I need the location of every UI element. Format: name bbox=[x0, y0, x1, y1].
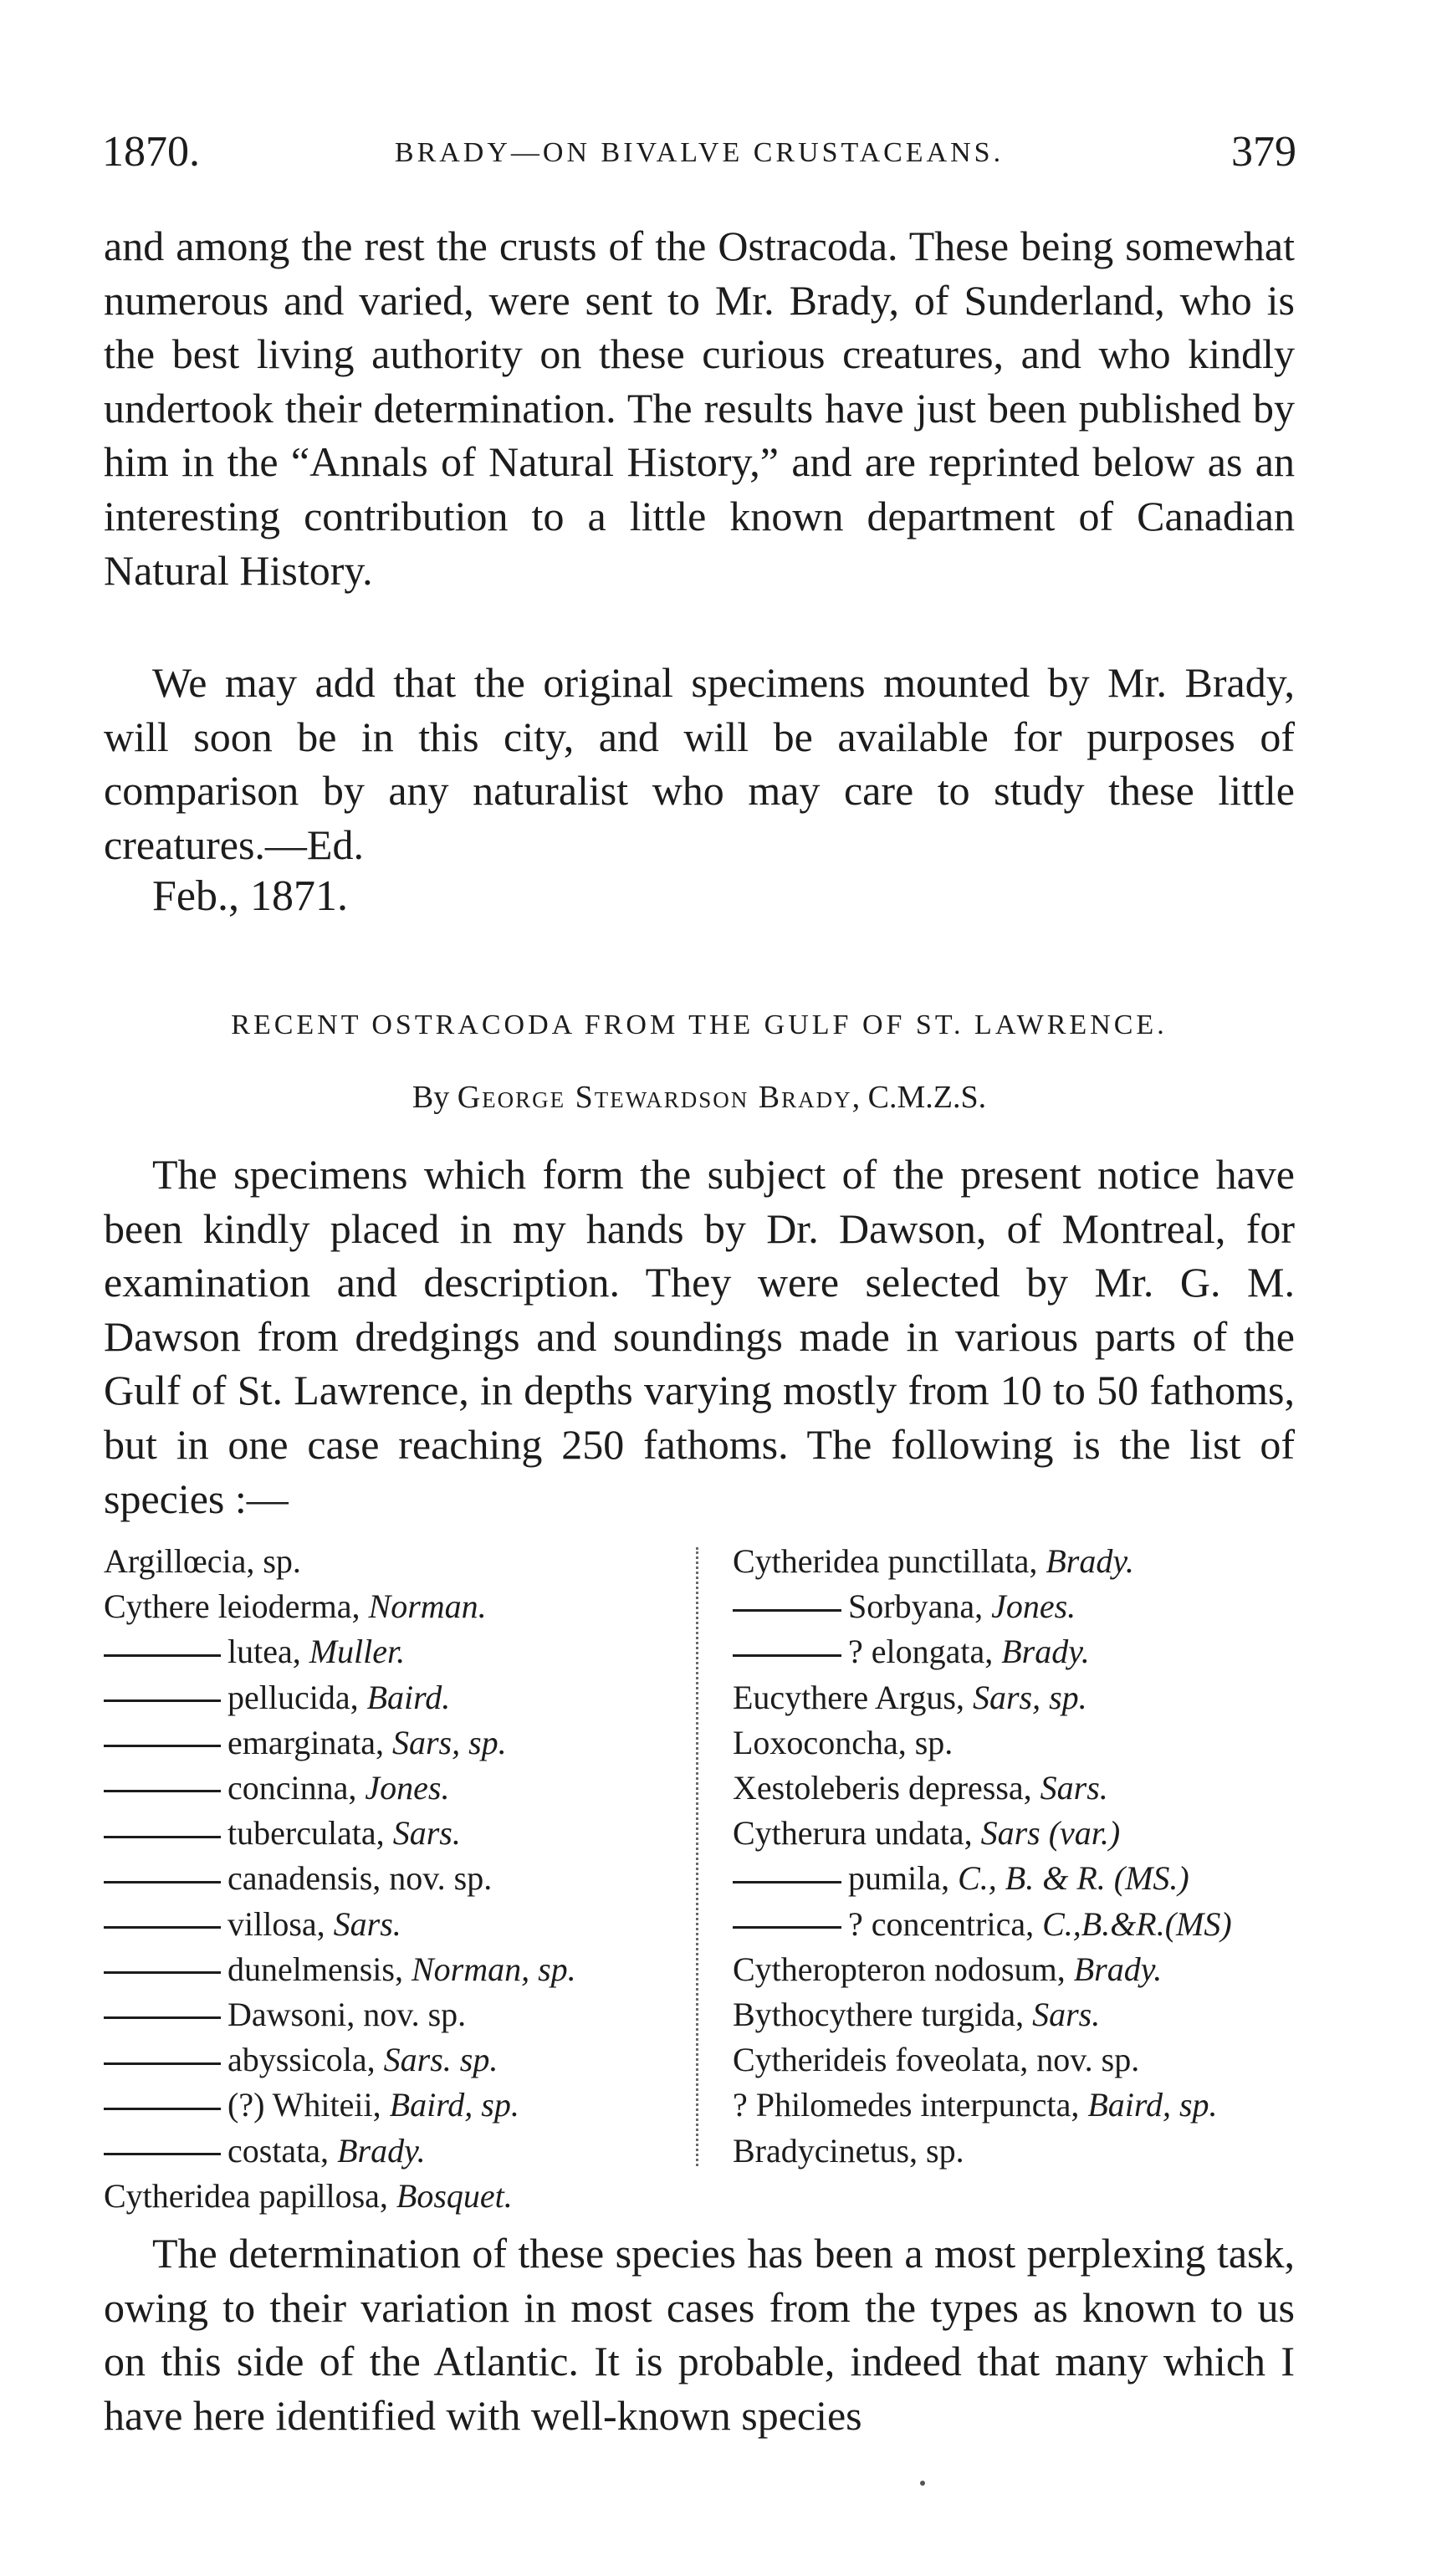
species-authority: Jones. bbox=[365, 1769, 450, 1807]
running-head bbox=[102, 127, 1296, 186]
species-name: Cytheridea punctillata, bbox=[733, 1542, 1046, 1580]
species-authority: Sars, sp. bbox=[391, 1723, 507, 1761]
species-name: ? Philomedes interpuncta, bbox=[733, 2086, 1088, 2124]
species-name: Cytherideis foveolata, nov. sp. bbox=[733, 2041, 1140, 2079]
species-item bbox=[104, 2129, 576, 2174]
species-name: Argillœcia, sp. bbox=[104, 1542, 301, 1580]
ditto-dash bbox=[104, 1881, 221, 1883]
species-name: ? concentrica, bbox=[848, 1904, 1043, 1943]
species-authority: Sars. bbox=[1040, 1769, 1108, 1807]
species-name: Xestoleberis depressa, bbox=[733, 1769, 1040, 1807]
species-authority: Sars. sp. bbox=[383, 2041, 498, 2079]
species-name: Loxoconcha, sp. bbox=[733, 1723, 954, 1761]
page-number: 379 bbox=[1231, 128, 1296, 176]
ditto-dash bbox=[104, 2153, 221, 2155]
species-authority: C., B. & R. (MS.) bbox=[958, 1859, 1189, 1898]
species-name: Cytheropteron nodosum, bbox=[733, 1950, 1074, 1988]
species-item bbox=[104, 1856, 576, 1901]
ditto-dash bbox=[104, 1971, 221, 1974]
species-item bbox=[104, 2037, 576, 2083]
species-item bbox=[104, 1629, 576, 1674]
species-item bbox=[733, 1629, 1232, 1674]
species-list-right bbox=[733, 1539, 1232, 2174]
species-item bbox=[733, 2083, 1232, 2128]
running-head-title: BRADY—ON BIVALVE CRUSTACEANS. bbox=[394, 137, 1005, 168]
species-name: dunelmensis, bbox=[228, 1950, 412, 1988]
species-item bbox=[733, 1947, 1232, 1992]
ditto-dash bbox=[104, 1926, 221, 1929]
article-intro-paragraph: The specimens which form the subject of the present notice have been kindly placed in my hands by Dr. Dawson, of Montreal, for examination and description. They were selected by Mr. G. M. Dawson from dredgings and soundings made in various parts of the Gulf of St. Lawrence, in depths varying mostly from 10 to 50 fathoms, but in one case reaching 250 fathoms. The following is the list of species :— bbox=[104, 1151, 1295, 1522]
species-item bbox=[733, 1902, 1232, 1947]
species-name: Bythocythere turgida, bbox=[733, 1996, 1033, 2034]
species-authority: Baird, sp. bbox=[1087, 2086, 1218, 2124]
ditto-dash bbox=[104, 1654, 221, 1657]
species-list-left bbox=[104, 1539, 576, 2219]
species-authority: Brady. bbox=[1001, 1633, 1090, 1671]
byline-prefix: By bbox=[412, 1080, 450, 1115]
ditto-dash bbox=[104, 1699, 221, 1702]
ditto-dash bbox=[104, 2062, 221, 2065]
species-item bbox=[733, 1856, 1232, 1901]
species-item bbox=[733, 1811, 1232, 1856]
species-name: Bradycinetus, sp. bbox=[733, 2131, 964, 2170]
species-item bbox=[733, 1992, 1232, 2037]
ditto-dash bbox=[104, 1790, 221, 1792]
species-authority: Baird. bbox=[366, 1678, 451, 1716]
species-name: pumila, bbox=[848, 1859, 959, 1898]
species-authority: Norman, sp. bbox=[411, 1950, 576, 1988]
species-authority: Baird, sp. bbox=[389, 2086, 519, 2124]
species-authority: Brady. bbox=[1046, 1542, 1134, 1580]
species-name: Cytherura undata, bbox=[733, 1814, 981, 1853]
intro-paragraph: and among the rest the crusts of the Ostracoda. These being somewhat numerous and varied, were sent to Mr. Brady, of Sunderland, who is the best living authority on these curious creatures, and who kindly undertook their determination. The results have just been published by him in the “Annals of Natural History,” and are reprinted below as an interesting contribution to a little known department of Canadian Natural History. bbox=[104, 222, 1295, 594]
article-title: RECENT OSTRACODA FROM THE GULF OF ST. LAWRENCE. bbox=[231, 1009, 1168, 1040]
species-name: Dawsoni, nov. sp. bbox=[228, 1996, 467, 2034]
species-name: Cythere leioderma, bbox=[104, 1587, 369, 1626]
date-line: Feb., 1871. bbox=[152, 872, 348, 920]
species-item bbox=[104, 2174, 576, 2219]
ditto-dash bbox=[104, 1745, 221, 1747]
ditto-dash bbox=[733, 1926, 841, 1929]
species-name: Cytheridea papillosa, bbox=[104, 2176, 396, 2215]
species-authority: Muller. bbox=[309, 1633, 406, 1671]
species-item bbox=[104, 1539, 576, 1584]
species-name: Sorbyana, bbox=[848, 1587, 992, 1626]
species-item bbox=[733, 1584, 1232, 1629]
column-divider bbox=[696, 1547, 698, 2166]
species-item bbox=[104, 1902, 576, 1947]
species-name: canadensis, nov. sp. bbox=[228, 1859, 493, 1898]
species-item bbox=[733, 1766, 1232, 1811]
species-name: ? elongata, bbox=[848, 1633, 1002, 1671]
species-authority: Sars. bbox=[1032, 1996, 1101, 2034]
species-authority: Brady. bbox=[337, 2131, 426, 2170]
species-item bbox=[733, 2129, 1232, 2174]
species-item bbox=[104, 2083, 576, 2128]
species-item bbox=[104, 1811, 576, 1856]
species-name: abyssicola, bbox=[228, 2041, 384, 2079]
ditto-dash bbox=[733, 1609, 841, 1612]
species-name: costata, bbox=[228, 2131, 338, 2170]
species-authority: C.,B.&R.(MS) bbox=[1042, 1904, 1232, 1943]
species-item bbox=[733, 1539, 1232, 1584]
species-item bbox=[733, 2037, 1232, 2083]
ditto-dash bbox=[104, 2016, 221, 2019]
byline-suffix: , C.M.Z.S. bbox=[851, 1080, 987, 1115]
species-authority: Norman. bbox=[368, 1587, 487, 1626]
closing-paragraph: The determination of these species has been a most perplexing task, owing to their variation in most cases from the types as known to us on this side of the Atlantic. It is probable, indeed that many which I have here identified with well-known species bbox=[104, 2230, 1295, 2439]
editor-paragraph: We may add that the original specimens mounted by Mr. Brady, will soon be in this city, and will be available for purposes of comparison by any naturalist who may care to study these little creatures.—Ed. bbox=[104, 659, 1295, 868]
printing-speck bbox=[920, 2481, 925, 2486]
species-item bbox=[733, 1675, 1232, 1720]
species-authority: Sars (var.) bbox=[980, 1814, 1121, 1853]
species-name: concinna, bbox=[228, 1769, 366, 1807]
species-authority: Sars, sp. bbox=[972, 1678, 1087, 1716]
byline bbox=[104, 1079, 1295, 1116]
species-item bbox=[104, 1675, 576, 1720]
species-name: emarginata, bbox=[228, 1723, 392, 1761]
species-authority: Sars. bbox=[392, 1814, 461, 1853]
species-authority: Brady. bbox=[1073, 1950, 1163, 1988]
species-item bbox=[104, 1766, 576, 1811]
species-authority: Sars. bbox=[333, 1904, 401, 1943]
species-item bbox=[104, 1992, 576, 2037]
species-item bbox=[733, 1720, 1232, 1766]
byline-name: George Stewardson Brady bbox=[457, 1080, 852, 1115]
species-item bbox=[104, 1584, 576, 1629]
species-item bbox=[104, 1720, 576, 1766]
species-name: tuberculata, bbox=[228, 1814, 393, 1853]
ditto-dash bbox=[104, 1836, 221, 1838]
ditto-dash bbox=[104, 2108, 221, 2110]
ditto-dash bbox=[733, 1881, 841, 1883]
species-authority: Jones. bbox=[991, 1587, 1076, 1626]
species-name: pellucida, bbox=[228, 1678, 367, 1716]
species-authority: Bosquet. bbox=[396, 2176, 513, 2215]
species-name: Eucythere Argus, bbox=[733, 1678, 973, 1716]
ditto-dash bbox=[733, 1654, 841, 1657]
species-item bbox=[104, 1947, 576, 1992]
running-head-year: 1870. bbox=[102, 128, 200, 176]
species-name: lutea, bbox=[228, 1633, 309, 1671]
species-name: (?) Whiteii, bbox=[228, 2086, 390, 2124]
species-name: villosa, bbox=[228, 1904, 334, 1943]
